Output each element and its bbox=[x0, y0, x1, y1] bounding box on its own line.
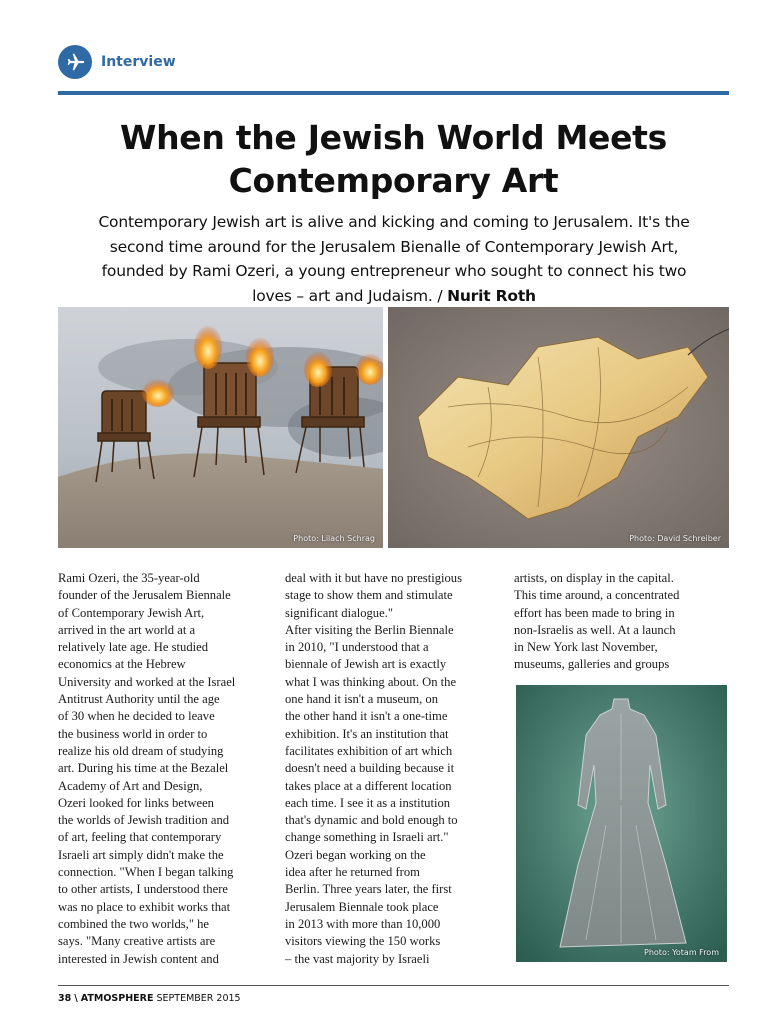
body-text-line: arrived in the art world at a bbox=[58, 622, 196, 637]
magazine-name: ATMOSPHERE bbox=[80, 993, 154, 1004]
deck-line: second time around for the Jerusalem Bienalle of Contemporary Jewish Art, bbox=[109, 237, 679, 256]
body-text-line: Ozeri looked for links between bbox=[58, 795, 214, 810]
footer-divider bbox=[58, 985, 729, 986]
body-text-line: Antitrust Authority until the age bbox=[58, 692, 220, 707]
title-line-1: When the Jewish World Meets bbox=[120, 118, 667, 157]
body-text-line: that's dynamic and bold enough to bbox=[285, 813, 458, 828]
salt-dress-photo bbox=[516, 685, 727, 962]
article-deck bbox=[62, 210, 726, 308]
article-title bbox=[58, 116, 729, 202]
body-text-line: to other artists, I understood there bbox=[58, 882, 228, 897]
body-text-line: the business world in order to bbox=[58, 726, 208, 741]
byline: Nurit Roth bbox=[447, 286, 536, 305]
body-text-line: the other hand it isn't a one-time bbox=[285, 709, 448, 724]
body-text-line: Academy of Art and Design, bbox=[58, 778, 203, 793]
body-text-line: relatively late age. He studied bbox=[58, 640, 209, 655]
body-text-line: significant dialogue." bbox=[285, 605, 393, 620]
body-text-line: Jerusalem Biennale took place bbox=[285, 899, 439, 914]
body-text-line: idea after he returned from bbox=[285, 865, 420, 880]
body-text-line: Berlin. Three years later, the first bbox=[285, 882, 452, 897]
body-text-line: in New York last November, bbox=[514, 640, 658, 655]
body-text-line: founder of the Jerusalem Biennale bbox=[58, 588, 231, 603]
photo-credit: Photo: David Schreiber bbox=[629, 534, 721, 543]
body-text-line: Israeli art simply didn't make the bbox=[58, 847, 224, 862]
body-text-line: facilitates exhibition of art which bbox=[285, 743, 453, 758]
body-text-line: of 30 when he decided to leave bbox=[58, 709, 215, 724]
body-text-line: artists, on display in the capital. bbox=[514, 571, 674, 585]
body-text-line: – the vast majority by Israeli bbox=[285, 951, 430, 966]
body-text-line: economics at the Hebrew bbox=[58, 657, 186, 672]
body-text-line: non-Israelis as well. At a launch bbox=[514, 622, 676, 637]
body-text-line: combined the two worlds," he bbox=[58, 916, 209, 931]
photo-credit: Photo: Lilach Schrag bbox=[293, 534, 375, 543]
issue-date: SEPTEMBER 2015 bbox=[156, 993, 241, 1004]
deck-line: Contemporary Jewish art is alive and kicking and coming to Jerusalem. It's the bbox=[98, 213, 690, 231]
photo-credit: Photo: Yotam From bbox=[644, 948, 719, 957]
body-text-line: each time. I see it as a institution bbox=[285, 795, 451, 810]
burning-chairs-photo bbox=[58, 307, 383, 548]
airplane-icon bbox=[58, 45, 92, 79]
body-text-line: of art, feeling that contemporary bbox=[58, 830, 222, 845]
section-label: Interview bbox=[101, 54, 176, 70]
page-footer bbox=[58, 993, 241, 1004]
body-text-line: museums, galleries and groups bbox=[514, 657, 670, 672]
body-text-line: exhibition. It's an institution that bbox=[285, 726, 449, 741]
body-text-line: in 2010, "I understood that a bbox=[285, 640, 429, 655]
body-text-line: change something in Israeli art." bbox=[285, 830, 449, 845]
header-divider bbox=[58, 91, 729, 95]
body-text-line: in 2013 with more than 10,000 bbox=[285, 916, 441, 931]
deck-line bbox=[62, 284, 726, 309]
body-text-line: deal with it but have no prestigious bbox=[285, 571, 462, 585]
body-text-line: visitors viewing the 150 works bbox=[285, 934, 441, 949]
body-text-line: interested in Jewish content and bbox=[58, 951, 219, 966]
body-text-line: effort has been made to bring in bbox=[514, 605, 675, 620]
body-text-line: art. During his time at the Bezalel bbox=[58, 761, 229, 776]
body-text-line: Ozeri began working on the bbox=[285, 847, 426, 862]
body-text-line: takes place at a different location bbox=[285, 778, 452, 793]
title-line-2: Contemporary Art bbox=[228, 161, 559, 200]
body-text-line: one hand it isn't a museum, on bbox=[285, 692, 439, 707]
body-text-line: This time around, a concentrated bbox=[514, 588, 680, 603]
body-text-line: University and worked at the Israel bbox=[58, 674, 236, 689]
body-text-line: the worlds of Jewish tradition and bbox=[58, 813, 230, 828]
body-text-line: what I was thinking about. On the bbox=[285, 674, 457, 689]
deck-line: founded by Rami Ozeri, a young entrepreneur who sought to connect his two bbox=[101, 262, 687, 280]
body-text-line: connection. "When I began talking bbox=[58, 865, 234, 880]
body-column-3 bbox=[514, 570, 729, 674]
body-text-line: says. "Many creative artists are bbox=[58, 934, 216, 949]
body-text-line: of Contemporary Jewish Art, bbox=[58, 605, 205, 620]
footer-separator: \ bbox=[74, 993, 78, 1004]
body-text-line: biennale of Jewish art is exactly bbox=[285, 657, 447, 672]
body-text-line: stage to show them and stimulate bbox=[285, 588, 453, 603]
body-text-line: doesn't need a building because it bbox=[285, 761, 455, 776]
body-column-1 bbox=[58, 570, 276, 968]
deck-line-text: loves – art and Judaism. / bbox=[252, 286, 443, 305]
body-text-line: After visiting the Berlin Biennale bbox=[285, 622, 454, 637]
body-column-2 bbox=[285, 570, 503, 968]
body-text-line: realize his old dream of studying bbox=[58, 743, 224, 758]
body-text-line: Rami Ozeri, the 35-year-old bbox=[58, 571, 200, 585]
body-text-line: was no place to exhibit works that bbox=[58, 899, 231, 914]
page-number: 38 bbox=[58, 993, 72, 1004]
map-sculpture-photo bbox=[388, 307, 729, 548]
